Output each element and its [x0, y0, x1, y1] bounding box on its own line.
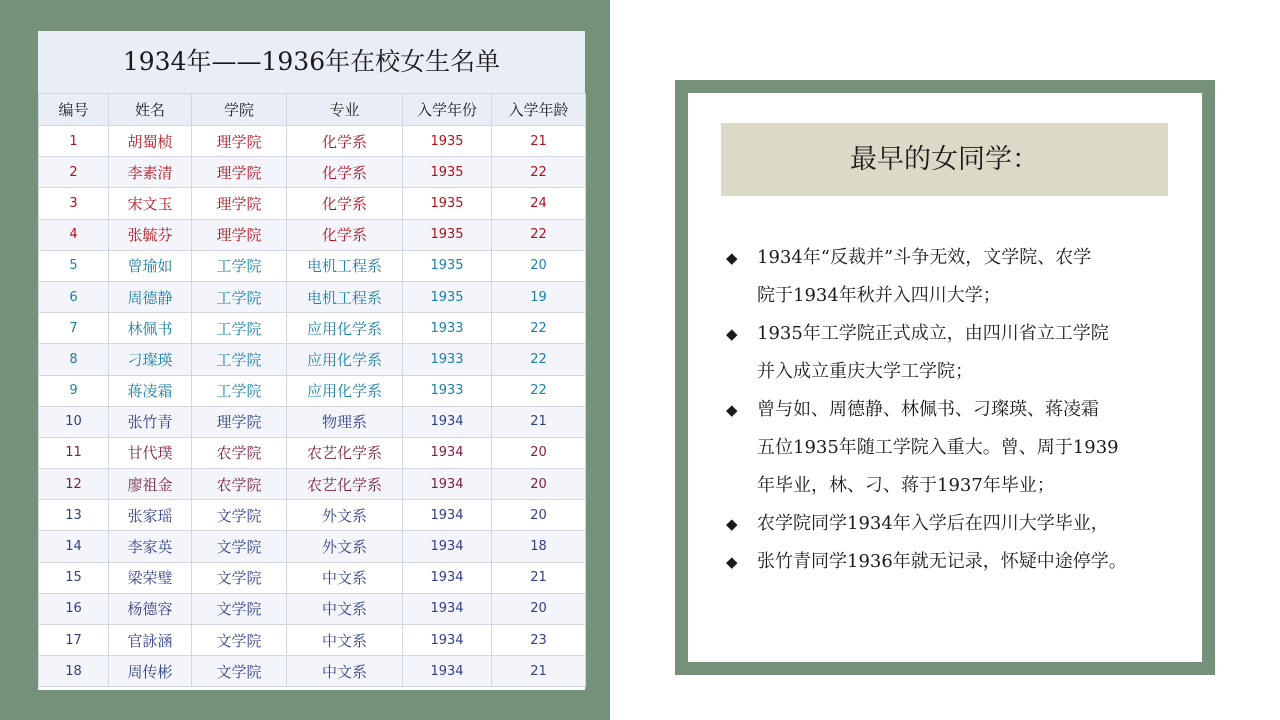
cell-id: 15: [39, 562, 109, 593]
cell-id: 7: [39, 313, 109, 344]
cell-name: 李家英: [109, 531, 192, 562]
note-item: [726, 505, 1196, 543]
cell-name: 廖祖金: [109, 469, 192, 500]
cell-id: 2: [39, 157, 109, 188]
note-text: 1935年工学院正式成立，由四川省立工学院 并入成立重庆大学工学院；: [757, 323, 1109, 382]
cell-college: 工学院: [192, 281, 287, 312]
cell-major: 外文系: [287, 500, 403, 531]
header-id: 编号: [39, 94, 109, 126]
cell-college: 理学院: [192, 157, 287, 188]
cell-major: 物理系: [287, 406, 403, 437]
cell-college: 理学院: [192, 126, 287, 157]
cell-enroll-year: 1934: [403, 437, 492, 468]
diamond-bullet-icon: ◆: [726, 515, 738, 533]
cell-id: 16: [39, 593, 109, 624]
cell-enroll-year: 1933: [403, 375, 492, 406]
cell-name: 曾瑜如: [109, 250, 192, 281]
cell-enroll-year: 1935: [403, 157, 492, 188]
cell-id: 10: [39, 406, 109, 437]
cell-college: 理学院: [192, 406, 287, 437]
cell-college: 文学院: [192, 656, 287, 687]
note-text: 曾与如、周德静、林佩书、刁璨瑛、蒋凌霜 五位1935年随工学院入重大。曾、周于1939 年毕业，林、刁、蒋于1937年毕业；: [757, 399, 1119, 496]
cell-major: 应用化学系: [287, 344, 403, 375]
cell-id: 13: [39, 500, 109, 531]
cell-enroll-year: 1935: [403, 188, 492, 219]
table-row: [39, 188, 586, 219]
cell-college: 工学院: [192, 375, 287, 406]
cell-major: 外文系: [287, 531, 403, 562]
cell-name: 刁璨瑛: [109, 344, 192, 375]
cell-id: 4: [39, 219, 109, 250]
diamond-bullet-icon: ◆: [726, 325, 738, 343]
cell-name: 官詠涵: [109, 625, 192, 656]
cell-name: 张家瑶: [109, 500, 192, 531]
header-college: 学院: [192, 94, 287, 126]
table-row: [39, 469, 586, 500]
note-item: [726, 543, 1196, 581]
table-row: [39, 625, 586, 656]
table-row: [39, 281, 586, 312]
table-row: [39, 219, 586, 250]
cell-id: 12: [39, 469, 109, 500]
cell-id: 1: [39, 126, 109, 157]
cell-enroll-age: 22: [492, 313, 586, 344]
cell-id: 6: [39, 281, 109, 312]
cell-name: 周德静: [109, 281, 192, 312]
cell-id: 11: [39, 437, 109, 468]
cell-college: 工学院: [192, 313, 287, 344]
cell-college: 文学院: [192, 531, 287, 562]
cell-id: 9: [39, 375, 109, 406]
cell-enroll-age: 21: [492, 656, 586, 687]
cell-enroll-age: 21: [492, 406, 586, 437]
cell-enroll-age: 22: [492, 157, 586, 188]
cell-enroll-age: 20: [492, 593, 586, 624]
note-item: [726, 239, 1196, 315]
cell-major: 化学系: [287, 219, 403, 250]
table-row: [39, 344, 586, 375]
table-row: [39, 500, 586, 531]
table-row: [39, 126, 586, 157]
notes-frame: [675, 80, 1215, 675]
cell-college: 文学院: [192, 625, 287, 656]
cell-major: 中文系: [287, 593, 403, 624]
cell-enroll-year: 1934: [403, 469, 492, 500]
diamond-bullet-icon: ◆: [726, 249, 738, 267]
cell-id: 14: [39, 531, 109, 562]
table-row: [39, 406, 586, 437]
cell-name: 林佩书: [109, 313, 192, 344]
notes-heading: 最早的女同学：: [721, 123, 1168, 196]
note-item: [726, 391, 1196, 505]
cell-name: 胡蜀桢: [109, 126, 192, 157]
cell-college: 工学院: [192, 344, 287, 375]
cell-name: 张竹青: [109, 406, 192, 437]
cell-enroll-year: 1935: [403, 250, 492, 281]
cell-major: 化学系: [287, 157, 403, 188]
cell-id: 8: [39, 344, 109, 375]
header-name: 姓名: [109, 94, 192, 126]
cell-enroll-year: 1933: [403, 313, 492, 344]
roster-title: 1934年——1936年在校女生名单: [38, 31, 585, 93]
left-panel: [0, 0, 610, 720]
cell-enroll-age: 20: [492, 469, 586, 500]
cell-enroll-year: 1934: [403, 531, 492, 562]
cell-name: 张毓芬: [109, 219, 192, 250]
cell-enroll-year: 1935: [403, 219, 492, 250]
note-text: 1934年“反裁并”斗争无效，文学院、农学 院于1934年秋并入四川大学；: [757, 247, 1092, 306]
note-item: [726, 315, 1196, 391]
cell-major: 应用化学系: [287, 375, 403, 406]
cell-id: 3: [39, 188, 109, 219]
note-text: 张竹青同学1936年就无记录，怀疑中途停学。: [757, 551, 1127, 572]
cell-enroll-age: 20: [492, 437, 586, 468]
diamond-bullet-icon: ◆: [726, 553, 738, 571]
cell-enroll-year: 1935: [403, 126, 492, 157]
roster-table: [38, 93, 586, 687]
cell-major: 中文系: [287, 656, 403, 687]
cell-name: 梁荣璧: [109, 562, 192, 593]
cell-name: 李素清: [109, 157, 192, 188]
cell-name: 宋文玉: [109, 188, 192, 219]
cell-major: 中文系: [287, 625, 403, 656]
cell-name: 蒋凌霜: [109, 375, 192, 406]
cell-college: 工学院: [192, 250, 287, 281]
table-row: [39, 437, 586, 468]
cell-college: 农学院: [192, 469, 287, 500]
table-row: [39, 593, 586, 624]
cell-name: 杨德容: [109, 593, 192, 624]
cell-college: 文学院: [192, 593, 287, 624]
cell-enroll-year: 1935: [403, 281, 492, 312]
cell-college: 理学院: [192, 219, 287, 250]
cell-college: 文学院: [192, 562, 287, 593]
cell-major: 电机工程系: [287, 281, 403, 312]
table-row: [39, 313, 586, 344]
cell-name: 周传彬: [109, 656, 192, 687]
cell-enroll-age: 21: [492, 562, 586, 593]
notes-panel: [688, 93, 1202, 662]
cell-major: 化学系: [287, 188, 403, 219]
table-row: [39, 250, 586, 281]
cell-enroll-age: 22: [492, 344, 586, 375]
cell-enroll-year: 1934: [403, 593, 492, 624]
notes-list: [726, 239, 1196, 581]
student-roster: [38, 31, 585, 690]
cell-major: 化学系: [287, 126, 403, 157]
cell-enroll-age: 19: [492, 281, 586, 312]
table-row: [39, 531, 586, 562]
cell-enroll-age: 18: [492, 531, 586, 562]
cell-enroll-age: 23: [492, 625, 586, 656]
table-row: [39, 562, 586, 593]
cell-enroll-age: 20: [492, 500, 586, 531]
cell-enroll-age: 21: [492, 126, 586, 157]
cell-id: 5: [39, 250, 109, 281]
roster-header-row: [39, 94, 586, 126]
cell-major: 电机工程系: [287, 250, 403, 281]
cell-enroll-year: 1934: [403, 625, 492, 656]
cell-college: 文学院: [192, 500, 287, 531]
cell-major: 应用化学系: [287, 313, 403, 344]
header-enroll-age: 入学年龄: [492, 94, 586, 126]
table-row: [39, 375, 586, 406]
roster-body: [39, 126, 586, 687]
cell-major: 中文系: [287, 562, 403, 593]
header-enroll-year: 入学年份: [403, 94, 492, 126]
cell-id: 18: [39, 656, 109, 687]
cell-name: 甘代璞: [109, 437, 192, 468]
diamond-bullet-icon: ◆: [726, 401, 738, 419]
cell-id: 17: [39, 625, 109, 656]
cell-enroll-age: 22: [492, 375, 586, 406]
cell-enroll-age: 22: [492, 219, 586, 250]
cell-enroll-year: 1933: [403, 344, 492, 375]
cell-college: 理学院: [192, 188, 287, 219]
table-row: [39, 656, 586, 687]
cell-college: 农学院: [192, 437, 287, 468]
cell-major: 农艺化学系: [287, 469, 403, 500]
cell-enroll-year: 1934: [403, 406, 492, 437]
note-text: 农学院同学1934年入学后在四川大学毕业，: [757, 513, 1109, 534]
cell-enroll-year: 1934: [403, 656, 492, 687]
header-major: 专业: [287, 94, 403, 126]
table-row: [39, 157, 586, 188]
cell-enroll-age: 24: [492, 188, 586, 219]
cell-enroll-year: 1934: [403, 500, 492, 531]
cell-major: 农艺化学系: [287, 437, 403, 468]
cell-enroll-year: 1934: [403, 562, 492, 593]
cell-enroll-age: 20: [492, 250, 586, 281]
